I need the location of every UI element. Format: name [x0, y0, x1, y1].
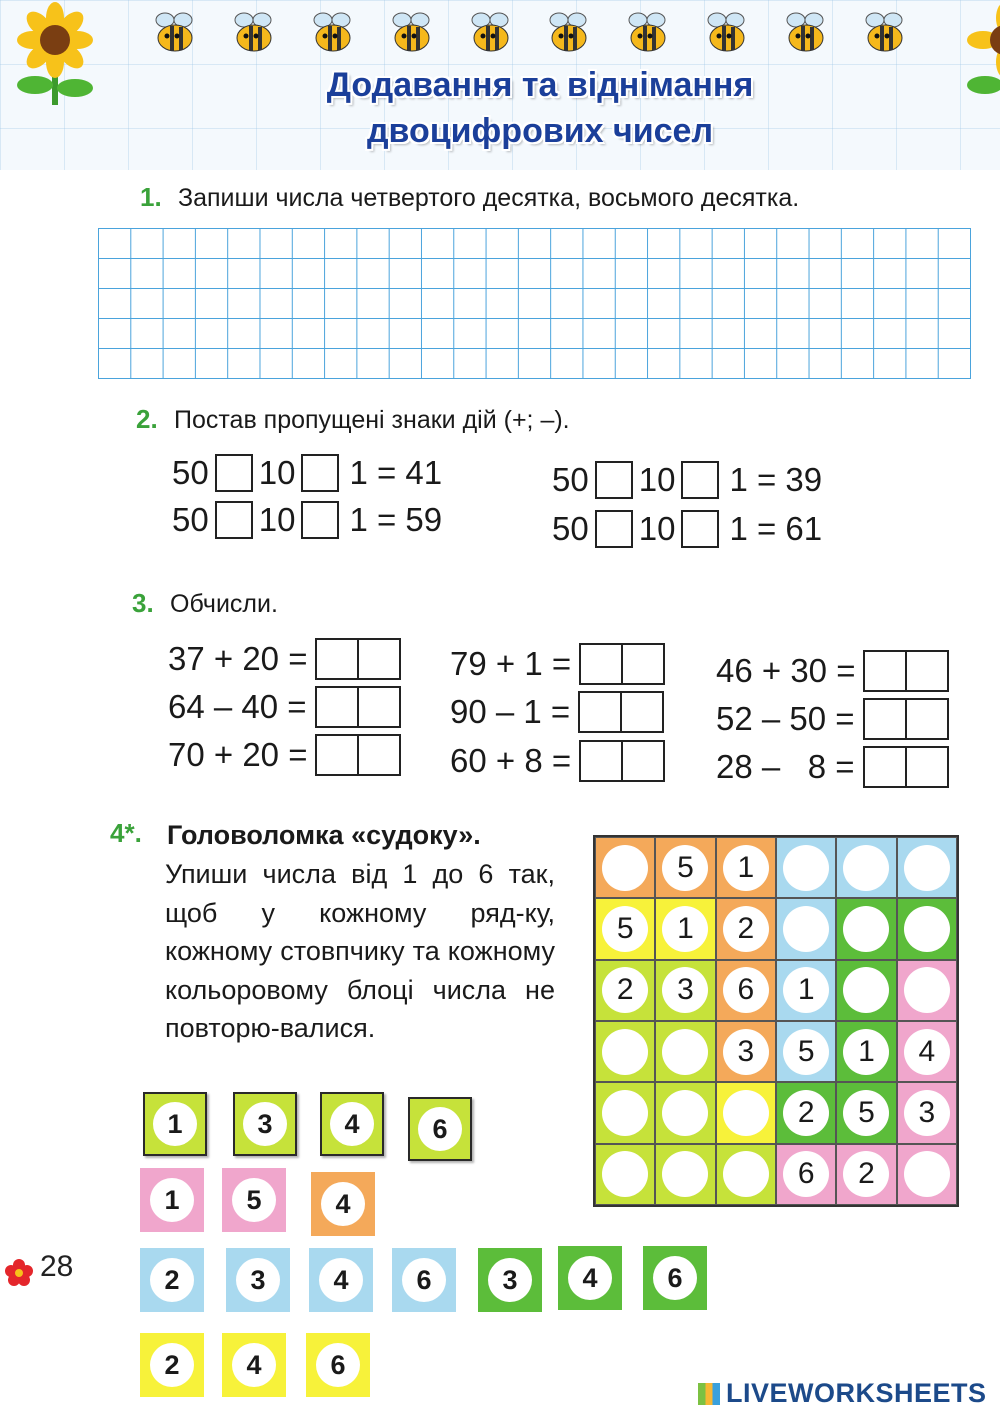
- equation: [172, 500, 442, 540]
- sudoku-cell-value[interactable]: [843, 845, 889, 891]
- bee-icon: [702, 8, 752, 56]
- expression: 46 + 30 =: [716, 652, 856, 689]
- number-chip-label: 6: [653, 1256, 697, 1300]
- equation-result: = 59: [376, 501, 443, 538]
- sudoku-cell-value[interactable]: [662, 1029, 708, 1075]
- operand: 50: [172, 501, 209, 538]
- answer-box[interactable]: [579, 740, 665, 782]
- answer-box[interactable]: [863, 698, 949, 740]
- sudoku-cell: [897, 1082, 957, 1143]
- number-chip[interactable]: [311, 1172, 375, 1236]
- operator-box[interactable]: [681, 461, 719, 499]
- sudoku-cell-value[interactable]: [723, 1090, 769, 1136]
- task-2-number: 2.: [136, 404, 158, 434]
- task-4-number: 4*.: [110, 818, 142, 848]
- calc-item: [716, 698, 949, 740]
- operand: 1: [349, 501, 368, 538]
- sudoku-cell: [655, 837, 715, 898]
- answer-box[interactable]: [315, 734, 401, 776]
- sudoku-cell: [716, 960, 776, 1021]
- number-chip[interactable]: [478, 1248, 542, 1312]
- bee-row: [150, 8, 910, 58]
- sudoku-cell-value: 4: [904, 1029, 950, 1075]
- sudoku-cell: [836, 837, 896, 898]
- sudoku-cell: [776, 1082, 836, 1143]
- answer-box[interactable]: [578, 691, 664, 733]
- sudoku-cell: [655, 898, 715, 959]
- sudoku-cell: [776, 837, 836, 898]
- sudoku-cell-value: 1: [723, 845, 769, 891]
- sudoku-cell-value: 3: [723, 1029, 769, 1075]
- equation-result: = 41: [376, 454, 443, 491]
- operator-box[interactable]: [301, 501, 339, 539]
- equation: [552, 460, 822, 500]
- sudoku-cell-value[interactable]: [843, 906, 889, 952]
- sudoku-cell-value[interactable]: [602, 845, 648, 891]
- expression: 37 + 20 =: [168, 640, 308, 677]
- sudoku-cell: [716, 837, 776, 898]
- number-chip-label: 4: [232, 1343, 276, 1387]
- sudoku-cell-value[interactable]: [904, 845, 950, 891]
- sudoku-cell: [716, 1082, 776, 1143]
- sudoku-cell-value: 2: [723, 906, 769, 952]
- calc-item: [716, 650, 949, 692]
- sudoku-cell: [716, 898, 776, 959]
- sudoku-cell-value[interactable]: [662, 1090, 708, 1136]
- sudoku-cell: [776, 1021, 836, 1082]
- number-chip-label: 3: [243, 1102, 287, 1146]
- sudoku-cell: [595, 898, 655, 959]
- sudoku-cell: [655, 1082, 715, 1143]
- sudoku-cell-value[interactable]: [783, 906, 829, 952]
- brand-watermark: [698, 1378, 987, 1409]
- sudoku-cell: [897, 1021, 957, 1082]
- sudoku-cell-value: 5: [843, 1090, 889, 1136]
- answer-box[interactable]: [863, 650, 949, 692]
- number-chip-label: 6: [402, 1258, 446, 1302]
- operator-box[interactable]: [215, 501, 253, 539]
- sudoku-cell-value: 5: [662, 845, 708, 891]
- number-chip[interactable]: [392, 1248, 456, 1312]
- task-2-text: Постав пропущені знаки дій (+; –).: [174, 406, 570, 434]
- bee-icon: [229, 8, 279, 56]
- number-chip[interactable]: [143, 1092, 207, 1156]
- task-4-title: Головоломка «судоку».: [167, 820, 481, 850]
- number-chip[interactable]: [140, 1168, 204, 1232]
- sunflower-icon: [950, 0, 1000, 110]
- sudoku-cell-value: 5: [602, 906, 648, 952]
- number-chip-label: 3: [236, 1258, 280, 1302]
- task-4-text: Упиши числа від 1 до 6 так, щоб у кожному ряд-ку, кожному стовпчику та кожному кольоровому блоці числа не повторю-валися.: [165, 859, 555, 1043]
- sudoku-cell: [595, 1144, 655, 1205]
- calc-item: [168, 638, 401, 680]
- sudoku-cell-value: 3: [904, 1090, 950, 1136]
- operand: 10: [258, 454, 296, 491]
- sudoku-cell: [595, 1082, 655, 1143]
- bee-icon: [781, 8, 831, 56]
- sudoku-cell-value: 2: [602, 967, 648, 1013]
- sudoku-cell-value[interactable]: [602, 1090, 648, 1136]
- answer-box[interactable]: [315, 686, 401, 728]
- sudoku-cell: [897, 837, 957, 898]
- operand: 10: [258, 501, 296, 538]
- sudoku-cell-value: 1: [662, 906, 708, 952]
- sudoku-cell: [836, 1021, 896, 1082]
- bee-icon: [544, 8, 594, 56]
- calc-item: [450, 691, 664, 733]
- operator-box[interactable]: [681, 510, 719, 548]
- sudoku-cell-value[interactable]: [904, 1151, 950, 1197]
- equation-result: = 39: [756, 461, 823, 498]
- expression: 28 – 8 =: [716, 748, 855, 785]
- operand: 10: [638, 461, 676, 498]
- number-chip[interactable]: [222, 1168, 286, 1232]
- sunflower-icon: [0, 0, 110, 110]
- expression: 79 + 1 =: [450, 645, 572, 682]
- sudoku-cell: [595, 960, 655, 1021]
- sudoku-grid: [593, 835, 959, 1207]
- sudoku-cell: [595, 1021, 655, 1082]
- answer-box[interactable]: [315, 638, 401, 680]
- bee-icon: [308, 8, 358, 56]
- expression: 60 + 8 =: [450, 742, 572, 779]
- number-chip-label: 6: [418, 1107, 462, 1151]
- sudoku-cell-value[interactable]: [662, 1151, 708, 1197]
- number-chip[interactable]: [226, 1248, 290, 1312]
- flower-icon: [4, 1258, 34, 1288]
- sudoku-cell: [836, 960, 896, 1021]
- bee-icon: [150, 8, 200, 56]
- sudoku-cell: [655, 1144, 715, 1205]
- bee-icon: [623, 8, 673, 56]
- equation: [172, 453, 442, 493]
- calc-item: [168, 734, 401, 776]
- operand: 50: [552, 510, 589, 547]
- number-chip[interactable]: [306, 1333, 370, 1397]
- page-number: 28: [40, 1250, 74, 1283]
- operand: 10: [638, 510, 676, 547]
- sudoku-cell-value[interactable]: [723, 1151, 769, 1197]
- number-chip-label: 1: [150, 1178, 194, 1222]
- expression: 64 – 40 =: [168, 688, 307, 725]
- sudoku-cell: [836, 1144, 896, 1205]
- sudoku-cell-value[interactable]: [783, 845, 829, 891]
- task-1-answer-grid[interactable]: [98, 228, 971, 379]
- sudoku-cell: [655, 960, 715, 1021]
- calc-item: [450, 643, 665, 685]
- number-chip-label: 4: [321, 1182, 365, 1226]
- number-chip-label: 6: [316, 1343, 360, 1387]
- sudoku-cell-value: 6: [783, 1151, 829, 1197]
- sudoku-cell: [897, 898, 957, 959]
- sudoku-cell-value: 5: [783, 1029, 829, 1075]
- sudoku-cell-value[interactable]: [843, 967, 889, 1013]
- number-chip-label: 1: [153, 1102, 197, 1146]
- task-1-text: Запиши числа четвертого десятка, восьмого десятка.: [178, 184, 800, 212]
- number-chip-label: 4: [319, 1258, 363, 1302]
- bee-icon: [387, 8, 437, 56]
- number-chip-label: 2: [150, 1343, 194, 1387]
- number-chip[interactable]: [408, 1097, 472, 1161]
- number-chip[interactable]: [558, 1246, 622, 1310]
- sudoku-cell: [776, 1144, 836, 1205]
- calc-item: [168, 686, 401, 728]
- bee-icon: [466, 8, 516, 56]
- operator-box[interactable]: [595, 461, 633, 499]
- number-chip[interactable]: [643, 1246, 707, 1310]
- sudoku-cell: [716, 1144, 776, 1205]
- liveworksheets-logo-icon: [698, 1383, 720, 1405]
- sudoku-cell: [897, 960, 957, 1021]
- expression: 70 + 20 =: [168, 736, 308, 773]
- task-3-number: 3.: [132, 588, 154, 618]
- operator-box[interactable]: [215, 454, 253, 492]
- operator-box[interactable]: [301, 454, 339, 492]
- expression: 52 – 50 =: [716, 700, 855, 737]
- number-chip-label: 4: [568, 1256, 612, 1300]
- number-chip[interactable]: [233, 1092, 297, 1156]
- operand: 1: [349, 454, 368, 491]
- sudoku-cell: [716, 1021, 776, 1082]
- operator-box[interactable]: [595, 510, 633, 548]
- number-chip[interactable]: [140, 1248, 204, 1312]
- sudoku-cell: [776, 898, 836, 959]
- sudoku-cell-value[interactable]: [602, 1029, 648, 1075]
- sudoku-cell-value[interactable]: [904, 906, 950, 952]
- answer-box[interactable]: [863, 746, 949, 788]
- equation: [552, 509, 822, 549]
- number-chip-label: 4: [330, 1102, 374, 1146]
- sudoku-cell-value: 6: [723, 967, 769, 1013]
- operand: 1: [729, 510, 748, 547]
- sudoku-cell-value: 3: [662, 967, 708, 1013]
- sudoku-cell: [897, 1144, 957, 1205]
- sudoku-cell: [595, 837, 655, 898]
- operand: 50: [172, 454, 209, 491]
- number-chip[interactable]: [222, 1333, 286, 1397]
- sudoku-cell-value[interactable]: [602, 1151, 648, 1197]
- task-3-text: Обчисли.: [170, 590, 278, 618]
- bee-icon: [860, 8, 910, 56]
- number-chip-label: 5: [232, 1178, 276, 1222]
- page-title: Додавання та віднімання: [326, 66, 754, 104]
- sudoku-cell-value: 2: [783, 1090, 829, 1136]
- task-1-number: 1.: [140, 182, 162, 212]
- page-subtitle: двоцифрових чисел: [366, 112, 714, 150]
- number-chip[interactable]: [320, 1092, 384, 1156]
- answer-box[interactable]: [579, 643, 665, 685]
- sudoku-cell: [836, 1082, 896, 1143]
- sudoku-cell-value: 1: [783, 967, 829, 1013]
- sudoku-cell-value: 2: [843, 1151, 889, 1197]
- expression: 90 – 1 =: [450, 693, 571, 730]
- sudoku-cell: [655, 1021, 715, 1082]
- calc-item: [716, 746, 949, 788]
- operand: 50: [552, 461, 589, 498]
- sudoku-cell: [776, 960, 836, 1021]
- sudoku-cell-value[interactable]: [904, 967, 950, 1013]
- sudoku-cell: [836, 898, 896, 959]
- sudoku-cell-value: 1: [843, 1029, 889, 1075]
- brand-text: LIVEWORKSHEETS: [726, 1378, 987, 1408]
- number-chip[interactable]: [140, 1333, 204, 1397]
- number-chip-label: 2: [150, 1258, 194, 1302]
- calc-item: [450, 740, 665, 782]
- number-chip[interactable]: [309, 1248, 373, 1312]
- equation-result: = 61: [756, 510, 823, 547]
- operand: 1: [729, 461, 748, 498]
- number-chip-label: 3: [488, 1258, 532, 1302]
